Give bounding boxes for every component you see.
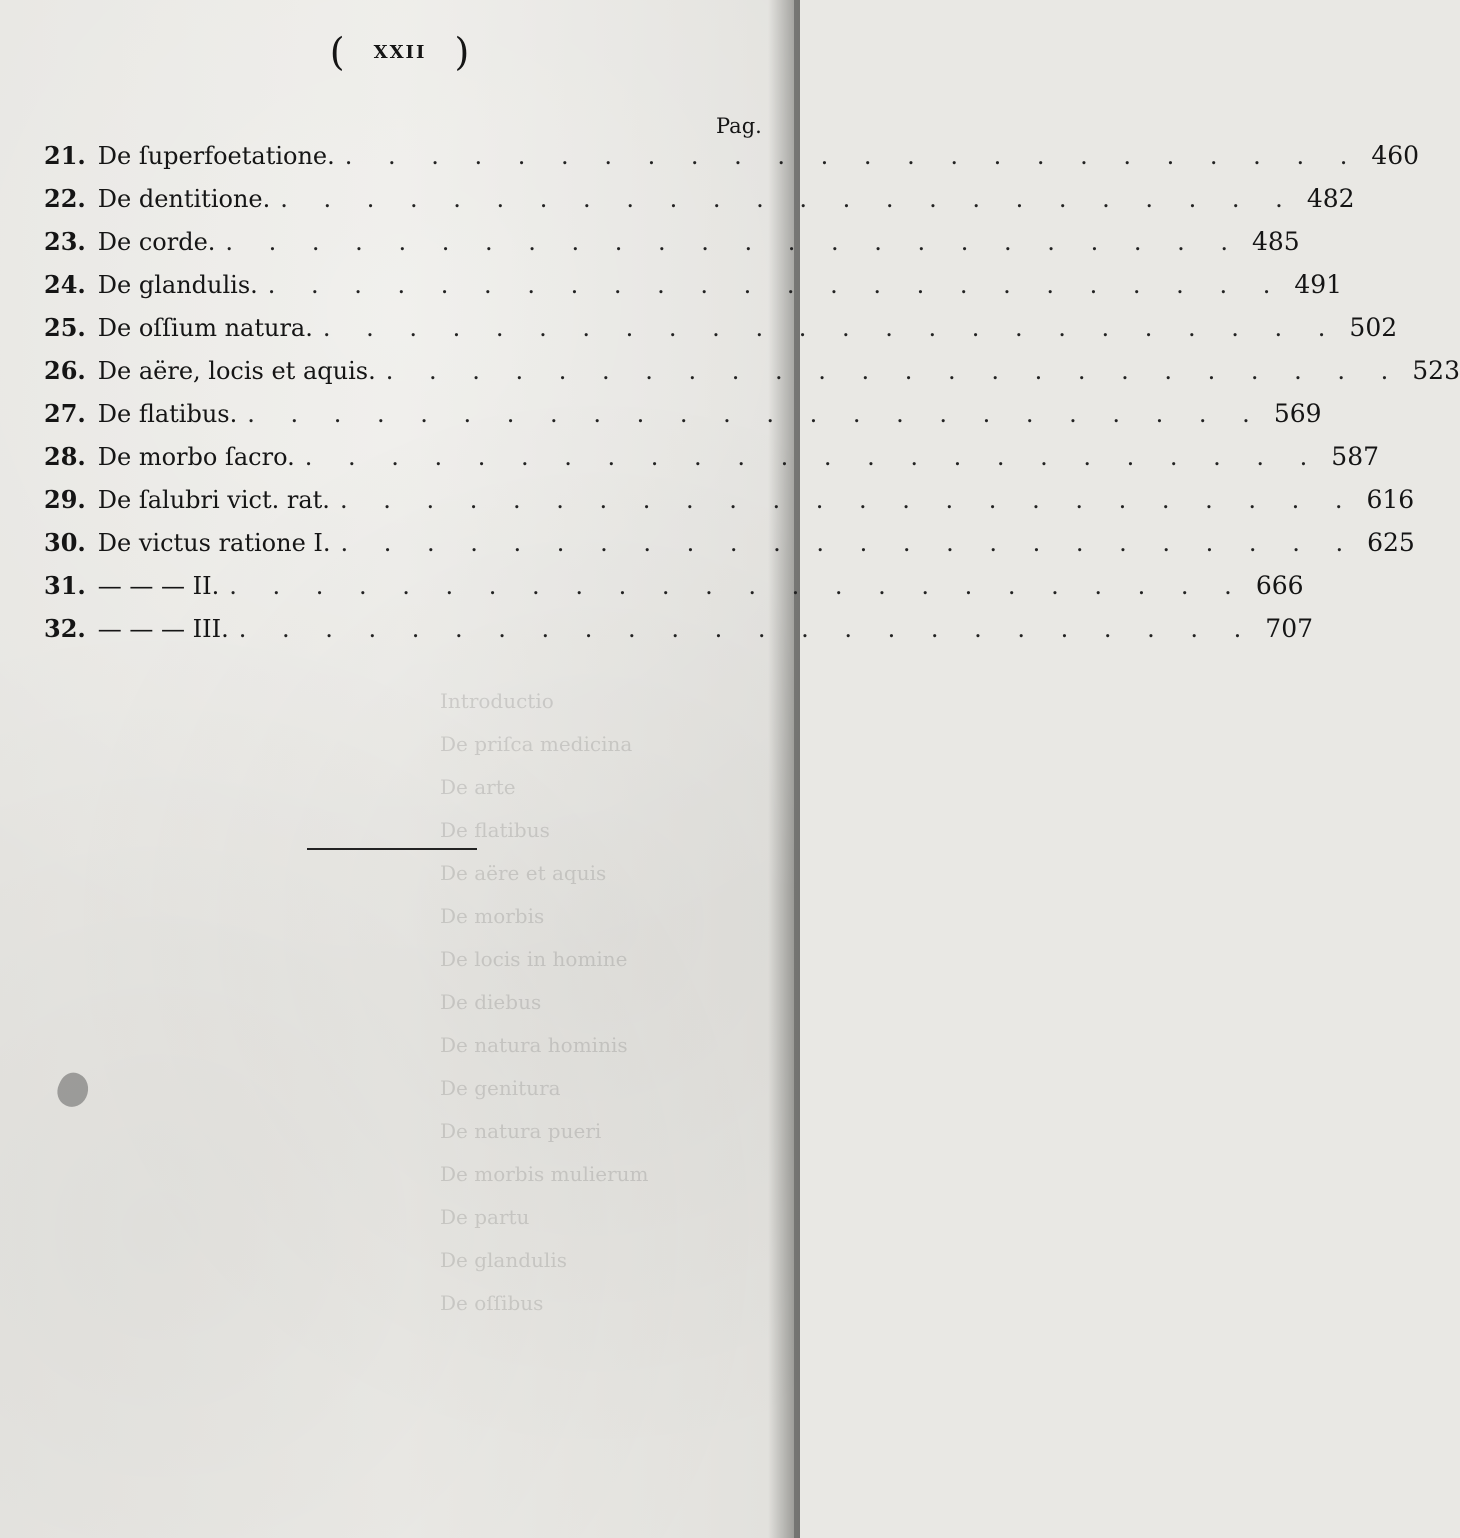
toc-number: 28. (44, 442, 86, 471)
bleed-line: De natura pueri (440, 1119, 602, 1143)
toc-page: 482 (1306, 184, 1355, 213)
leader-dots: . . . . . . . . . . . . . . . . . . . . . . . . (304, 443, 1322, 471)
toc-number: 31. (44, 571, 86, 600)
leader-dots: . . . . . . . . . . . . . . . . . . . . . . . . (339, 486, 1357, 514)
toc-page: 666 (1255, 571, 1304, 600)
toc-number: 24. (44, 270, 86, 299)
toc-number: 23. (44, 227, 86, 256)
decorative-rule (307, 848, 477, 850)
toc-title: De oſſium natura. (97, 314, 313, 342)
bleed-line: De partu (440, 1205, 530, 1229)
leader-dots: . . . . . . . . . . . . . . . . . . . . . . . . (322, 314, 1340, 342)
leader-dots: . . . . . . . . . . . . . . . . . . . . . . . . (340, 529, 1358, 557)
bleed-line: De priſca medicina (440, 732, 633, 756)
toc-number: 21. (44, 141, 86, 170)
toc-row (44, 270, 1343, 313)
toc-title: De glandulis. (97, 271, 258, 299)
header-open-paren: ( (329, 30, 346, 74)
leader-dots: . . . . . . . . . . . . . . . . . . . . . . . . (247, 400, 1264, 428)
toc-page: 616 (1366, 485, 1415, 514)
toc-row (44, 399, 1322, 442)
toc-row (44, 528, 1415, 571)
toc-row (44, 442, 1380, 485)
toc-number: 30. (44, 528, 86, 557)
bleed-line: De morbis (440, 904, 545, 928)
toc-row (44, 485, 1415, 528)
toc-page: 523 (1412, 356, 1460, 385)
bleed-line: De morbis mulierum (440, 1162, 649, 1186)
bleed-line: De natura hominis (440, 1033, 628, 1057)
toc-page: 460 (1371, 141, 1420, 170)
header-close-paren: ) (454, 30, 471, 74)
toc-title: De morbo ſacro. (97, 443, 295, 471)
toc-number: 25. (44, 313, 86, 342)
bleed-line: De diebus (440, 990, 542, 1014)
toc-title: De flatibus. (97, 400, 238, 428)
toc-title: De aëre, locis et aquis. (97, 357, 376, 385)
bleed-line: De glandulis (440, 1248, 567, 1272)
table-of-contents (44, 141, 1460, 657)
toc-number: 29. (44, 485, 86, 514)
header-page-number: XXII (373, 41, 427, 63)
toc-page: 502 (1349, 313, 1398, 342)
reverse-side-bleed-through (440, 680, 770, 1420)
toc-row (44, 356, 1460, 399)
leader-dots: . . . . . . . . . . . . . . . . . . . . . . . . (238, 615, 1256, 643)
toc-row (44, 184, 1355, 227)
leader-dots: . . . . . . . . . . . . . . . . . . . . . . . . (385, 357, 1403, 385)
leader-dots: . . . . . . . . . . . . . . . . . . . . . . . . (344, 142, 1362, 170)
toc-title: De victus ratione I. (97, 529, 331, 557)
toc-page: 491 (1294, 270, 1343, 299)
toc-number: 22. (44, 184, 86, 213)
ink-stain (52, 1068, 94, 1111)
toc-number: 32. (44, 614, 86, 643)
toc-title: De corde. (97, 228, 216, 256)
bleed-line: De genitura (440, 1076, 561, 1100)
pag-label: Pag. (716, 114, 762, 138)
bleed-line: De arte (440, 775, 516, 799)
toc-page: 587 (1331, 442, 1380, 471)
bleed-line: Introductio (440, 689, 554, 713)
leader-dots: . . . . . . . . . . . . . . . . . . . . . . . . (280, 185, 1297, 213)
bleed-line: De locis in homine (440, 947, 628, 971)
leader-dots: . . . . . . . . . . . . . . . . . . . . . . . . (267, 271, 1285, 299)
toc-row (44, 313, 1398, 356)
toc-page: 707 (1265, 614, 1314, 643)
toc-number: 26. (44, 356, 86, 385)
page-header (0, 30, 800, 74)
toc-row (44, 571, 1304, 614)
toc-title: De ſuperfoetatione. (97, 142, 335, 170)
toc-page: 485 (1251, 227, 1300, 256)
bleed-line: De aëre et aquis (440, 861, 607, 885)
toc-row (44, 227, 1300, 270)
toc-row (44, 614, 1314, 657)
toc-title: — — — III. (97, 615, 229, 643)
bleed-line: De flatibus (440, 818, 550, 842)
toc-page: 625 (1367, 528, 1415, 557)
toc-number: 27. (44, 399, 86, 428)
toc-title: De dentitione. (97, 185, 271, 213)
toc-title: — — — II. (97, 572, 220, 600)
bleed-line: De oſſibus (440, 1291, 544, 1315)
toc-row (44, 141, 1420, 184)
toc-title: De ſalubri vict. rat. (97, 486, 330, 514)
leader-dots: . . . . . . . . . . . . . . . . . . . . . . . . (225, 228, 1242, 256)
toc-page: 569 (1273, 399, 1322, 428)
leader-dots: . . . . . . . . . . . . . . . . . . . . . . . . (229, 572, 1246, 600)
